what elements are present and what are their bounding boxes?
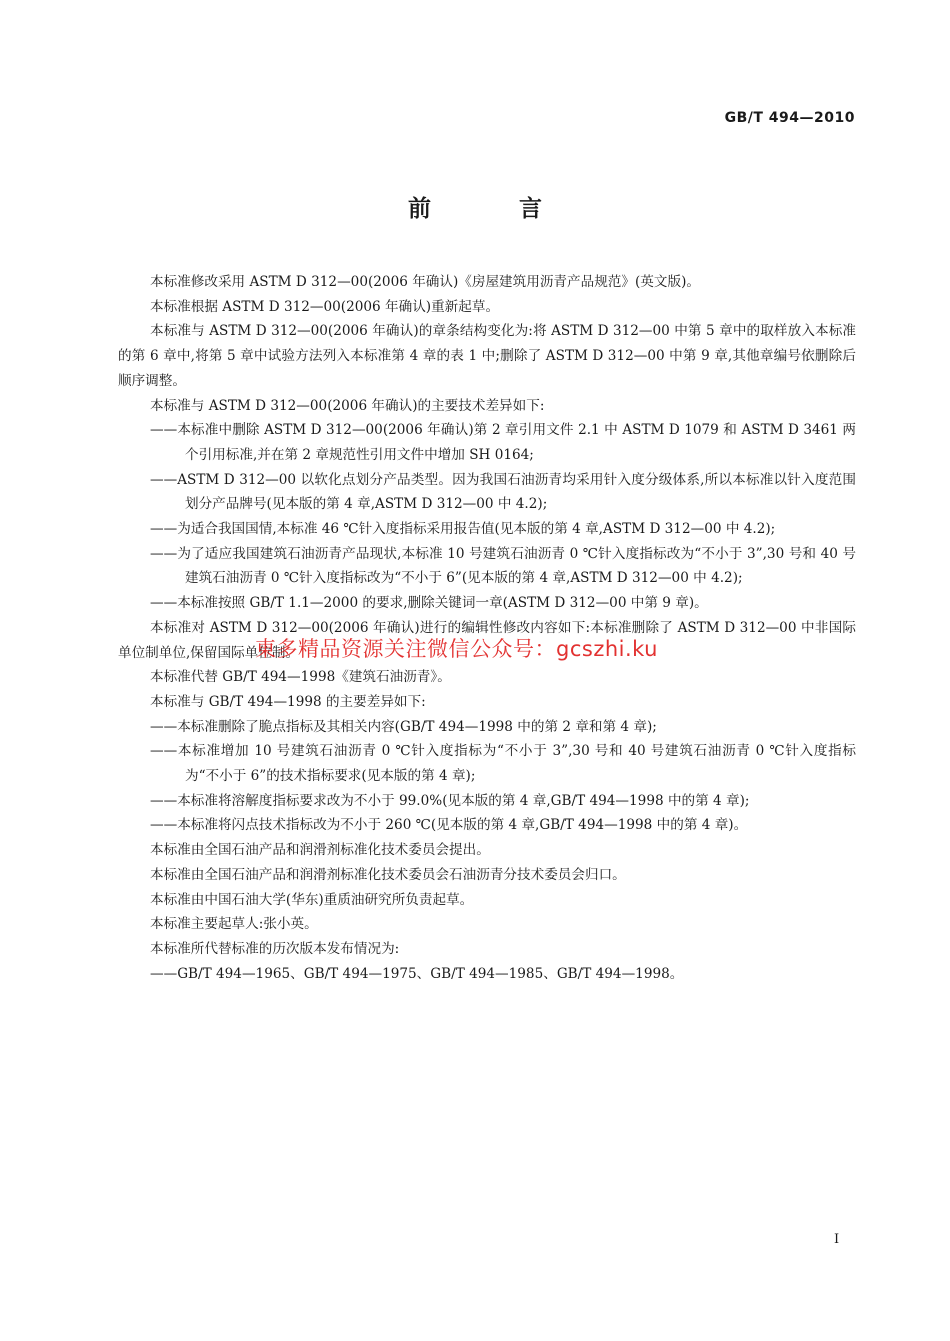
list-item: ——本标准删除了脆点指标及其相关内容(GB/T 494—1998 中的第 2 章和第 4 章); — [150, 718, 657, 735]
page-title: 前 言 — [407, 196, 582, 222]
paragraph: 本标准对 ASTM D 312—00(2006 年确认)进行的编辑性修改内容如下:本标准删除了 ASTM D 312—00 中非国际单位制单位,保留国际单位制。 — [118, 619, 856, 661]
list-item: ——本标准增加 10 号建筑石油沥青 0 ℃针入度指标为“不小于 3”,30 号和 40 号建筑石油沥青 0 ℃针入度指标为“不小于 6”的技术指标要求(见本版的第 4 章); — [150, 743, 856, 785]
paragraph: 本标准由全国石油产品和润滑剂标准化技术委员会提出。 — [150, 842, 490, 859]
list-item: ——本标准按照 GB/T 1.1—2000 的要求,删除关键词一章(ASTM D 312—00 中第 9 章)。 — [150, 595, 708, 612]
list-item: ——为了适应我国建筑石油沥青产品现状,本标准 10 号建筑石油沥青 0 ℃针入度指标改为“不小于 3”,30 号和 40 号建筑石油沥青 0 ℃针入度指标改为“不小于 6”(见本版的第 4 章,ASTM D 312—00 中 4.2); — [150, 545, 856, 587]
paragraph: 本标准修改采用 ASTM D 312—00(2006 年确认)《房屋建筑用沥青产品规范》(英文版)。 — [150, 274, 700, 290]
standard-number: GB/T 494—2010 — [724, 110, 855, 126]
list-item: ——GB/T 494—1965、GB/T 494—1975、GB/T 494—1985、GB/T 494—1998。 — [150, 965, 684, 982]
list-item: ——为适合我国国情,本标准 46 ℃针入度指标采用报告值(见本版的第 4 章,ASTM D 312—00 中 4.2); — [150, 521, 776, 538]
paragraph: 本标准代替 GB/T 494—1998《建筑石油沥青》。 — [150, 669, 451, 686]
list-item: ——本标准中删除 ASTM D 312—00(2006 年确认)第 2 章引用文件 2.1 中 ASTM D 1079 和 ASTM D 3461 两个引用标准,并在第 2 章规范性引用文件中增加 SH 0164; — [150, 422, 856, 463]
foreword-body — [118, 270, 856, 986]
page-number: I — [834, 1232, 840, 1247]
paragraph: 本标准主要起草人:张小英。 — [150, 916, 318, 933]
paragraph: 本标准根据 ASTM D 312—00(2006 年确认)重新起草。 — [150, 298, 500, 315]
paragraph: 本标准所代替标准的历次版本发布情况为: — [150, 940, 400, 957]
list-item: ——ASTM D 312—00 以软化点划分产品类型。因为我国石油沥青均采用针入度分级体系,所以本标准以针入度范围划分产品牌号(见本版的第 4 章,ASTM D 312—00 中 4.2); — [150, 471, 856, 513]
paragraph: 本标准与 ASTM D 312—00(2006 年确认)的主要技术差异如下: — [150, 397, 545, 414]
paragraph: 本标准由中国石油大学(华东)重质油研究所负责起草。 — [150, 891, 474, 908]
paragraph: 本标准与 GB/T 494—1998 的主要差异如下: — [150, 693, 426, 710]
list-item: ——本标准将闪点技术指标改为不小于 260 ℃(见本版的第 4 章,GB/T 494—1998 中的第 4 章)。 — [150, 817, 748, 834]
paragraph: 本标准由全国石油产品和润滑剂标准化技术委员会石油沥青分技术委员会归口。 — [150, 866, 626, 883]
watermark-text: 東多精品资源关注微信公众号：gcszhi.ku — [255, 637, 658, 661]
list-item: ——本标准将溶解度指标要求改为不小于 99.0%(见本版的第 4 章,GB/T 494—1998 中的第 4 章); — [150, 792, 750, 809]
paragraph: 本标准与 ASTM D 312—00(2006 年确认)的章条结构变化为:将 ASTM D 312—00 中第 5 章中的取样放入本标准的第 6 章中,将第 5 章中试验方法列入本标准第 4 章的表 1 中;删除了 ASTM D 312—00 中第 9 章,其他章编号依删除后顺序调整。 — [118, 323, 856, 389]
